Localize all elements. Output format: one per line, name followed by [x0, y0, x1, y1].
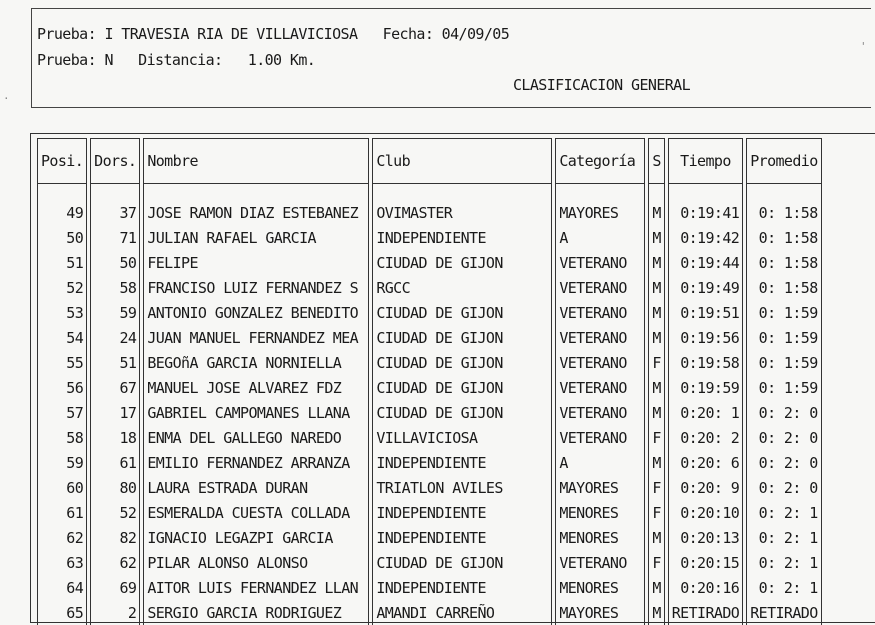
cell-pos: 51	[37, 250, 87, 275]
cell-sexo: M	[648, 300, 664, 325]
cell-categoria: MENORES	[555, 500, 645, 525]
table-row	[37, 225, 822, 250]
table-row	[37, 350, 822, 375]
cell-tiempo: 0:19:58	[668, 350, 743, 375]
cell-pos: 55	[37, 350, 87, 375]
cell-dors: 80	[90, 475, 140, 500]
cell-tiempo: 0:19:49	[668, 275, 743, 300]
cell-categoria: MENORES	[555, 575, 645, 600]
table-row	[37, 325, 822, 350]
cell-tiempo: 0:19:42	[668, 225, 743, 250]
cell-nombre: JUAN MANUEL FERNANDEZ MEA	[143, 325, 369, 350]
cell-nombre: FRANCISO LUIZ FERNANDEZ S	[143, 275, 369, 300]
scan-mark: '	[860, 40, 867, 53]
cell-tiempo: 0:19:56	[668, 325, 743, 350]
cell-club: CIUDAD DE GIJON	[372, 250, 552, 275]
cell-nombre: MANUEL JOSE ALVAREZ FDZ	[143, 375, 369, 400]
cell-tiempo: 0:20: 6	[668, 450, 743, 475]
cell-categoria: VETERANO	[555, 350, 645, 375]
cell-club: CIUDAD DE GIJON	[372, 375, 552, 400]
cell-promedio: RETIRADO	[746, 600, 821, 625]
header-box	[31, 8, 871, 108]
cell-promedio: 0: 2: 0	[746, 425, 821, 450]
table-row	[37, 450, 822, 475]
cell-pos: 53	[37, 300, 87, 325]
cell-promedio: 0: 1:58	[746, 275, 821, 300]
cell-dors: 82	[90, 525, 140, 550]
cell-nombre: IGNACIO LEGAZPI GARCIA	[143, 525, 369, 550]
cell-club: CIUDAD DE GIJON	[372, 300, 552, 325]
table-row	[37, 250, 822, 275]
cell-tiempo: 0:19:59	[668, 375, 743, 400]
col-dors: Dors.	[90, 138, 140, 184]
cell-dors: 71	[90, 225, 140, 250]
cell-sexo: M	[648, 600, 664, 625]
cell-promedio: 0: 2: 1	[746, 500, 821, 525]
cell-categoria: VETERANO	[555, 275, 645, 300]
cell-nombre: GABRIEL CAMPOMANES LLANA	[143, 400, 369, 425]
cell-categoria: VETERANO	[555, 550, 645, 575]
cell-dors: 67	[90, 375, 140, 400]
cell-dors: 17	[90, 400, 140, 425]
cell-sexo: F	[648, 350, 664, 375]
cell-promedio: 0: 2: 1	[746, 575, 821, 600]
cell-club: RGCC	[372, 275, 552, 300]
header-row	[37, 138, 822, 184]
table-row	[37, 300, 822, 325]
cell-categoria: VETERANO	[555, 300, 645, 325]
cell-promedio: 0: 2: 0	[746, 450, 821, 475]
cell-club: INDEPENDIENTE	[372, 575, 552, 600]
cell-promedio: 0: 1:59	[746, 350, 821, 375]
cell-dors: 58	[90, 275, 140, 300]
table-row	[37, 400, 822, 425]
cell-pos: 58	[37, 425, 87, 450]
cell-categoria: VETERANO	[555, 375, 645, 400]
cell-pos: 60	[37, 475, 87, 500]
classification-title: CLASIFICACION GENERAL	[513, 76, 691, 94]
cell-nombre: JULIAN RAFAEL GARCIA	[143, 225, 369, 250]
cell-sexo: M	[648, 250, 664, 275]
cell-categoria: VETERANO	[555, 425, 645, 450]
cell-pos: 49	[37, 184, 87, 225]
cell-club: INDEPENDIENTE	[372, 525, 552, 550]
cell-tiempo: RETIRADO	[668, 600, 743, 625]
cell-promedio: 0: 1:58	[746, 184, 821, 225]
cell-dors: 61	[90, 450, 140, 475]
cell-pos: 63	[37, 550, 87, 575]
table-row	[37, 500, 822, 525]
cell-tiempo: 0:20: 2	[668, 425, 743, 450]
cell-pos: 62	[37, 525, 87, 550]
results-table-frame	[30, 133, 875, 623]
cell-club: CIUDAD DE GIJON	[372, 325, 552, 350]
cell-promedio: 0: 2: 0	[746, 400, 821, 425]
cell-nombre: ENMA DEL GALLEGO NAREDO	[143, 425, 369, 450]
cell-promedio: 0: 1:58	[746, 250, 821, 275]
table-row	[37, 275, 822, 300]
cell-nombre: EMILIO FERNANDEZ ARRANZA	[143, 450, 369, 475]
cell-club: INDEPENDIENTE	[372, 450, 552, 475]
cell-nombre: LAURA ESTRADA DURAN	[143, 475, 369, 500]
table-row	[37, 375, 822, 400]
cell-pos: 56	[37, 375, 87, 400]
cell-sexo: M	[648, 275, 664, 300]
col-tiempo: Tiempo	[668, 138, 743, 184]
cell-dors: 50	[90, 250, 140, 275]
cell-categoria: MAYORES	[555, 600, 645, 625]
cell-pos: 61	[37, 500, 87, 525]
cell-tiempo: 0:19:51	[668, 300, 743, 325]
cell-sexo: M	[648, 184, 664, 225]
cell-club: INDEPENDIENTE	[372, 225, 552, 250]
cell-sexo: M	[648, 375, 664, 400]
cell-pos: 52	[37, 275, 87, 300]
cell-club: CIUDAD DE GIJON	[372, 350, 552, 375]
cell-tiempo: 0:20:10	[668, 500, 743, 525]
cell-dors: 59	[90, 300, 140, 325]
cell-categoria: A	[555, 225, 645, 250]
cell-promedio: 0: 1:59	[746, 325, 821, 350]
table-row	[37, 550, 822, 575]
cell-categoria: VETERANO	[555, 325, 645, 350]
cell-tiempo: 0:20: 1	[668, 400, 743, 425]
cell-promedio: 0: 2: 1	[746, 525, 821, 550]
cell-categoria: VETERANO	[555, 250, 645, 275]
race-info-line: Prueba: I TRAVESIA RIA DE VILLAVICIOSA Fecha: 04/09/05	[37, 25, 510, 43]
cell-nombre: SERGIO GARCIA RODRIGUEZ	[143, 600, 369, 625]
cell-sexo: M	[648, 325, 664, 350]
cell-tiempo: 0:20:13	[668, 525, 743, 550]
cell-club: VILLAVICIOSA	[372, 425, 552, 450]
col-club: Club	[372, 138, 552, 184]
cell-categoria: MAYORES	[555, 184, 645, 225]
cell-dors: 18	[90, 425, 140, 450]
cell-sexo: M	[648, 525, 664, 550]
cell-sexo: M	[648, 575, 664, 600]
table-row	[37, 575, 822, 600]
cell-pos: 65	[37, 600, 87, 625]
cell-nombre: ANTONIO GONZALEZ BENEDITO	[143, 300, 369, 325]
cell-nombre: AITOR LUIS FERNANDEZ LLAN	[143, 575, 369, 600]
distance-line: Prueba: N Distancia: 1.00 Km.	[37, 51, 316, 69]
cell-dors: 51	[90, 350, 140, 375]
cell-dors: 62	[90, 550, 140, 575]
table-row	[37, 184, 822, 225]
cell-sexo: F	[648, 425, 664, 450]
cell-promedio: 0: 1:59	[746, 375, 821, 400]
cell-sexo: M	[648, 225, 664, 250]
col-promedio: Promedio	[746, 138, 821, 184]
results-body	[37, 184, 822, 625]
cell-pos: 54	[37, 325, 87, 350]
cell-nombre: BEGOñA GARCIA NORNIELLA	[143, 350, 369, 375]
cell-tiempo: 0:20: 9	[668, 475, 743, 500]
cell-sexo: M	[648, 400, 664, 425]
table-row	[37, 475, 822, 500]
table-row	[37, 525, 822, 550]
cell-promedio: 0: 2: 1	[746, 550, 821, 575]
cell-club: INDEPENDIENTE	[372, 500, 552, 525]
cell-tiempo: 0:20:15	[668, 550, 743, 575]
cell-categoria: A	[555, 450, 645, 475]
cell-promedio: 0: 1:59	[746, 300, 821, 325]
cell-dors: 37	[90, 184, 140, 225]
cell-tiempo: 0:20:16	[668, 575, 743, 600]
cell-sexo: F	[648, 550, 664, 575]
table-row	[37, 425, 822, 450]
cell-sexo: F	[648, 500, 664, 525]
cell-club: OVIMASTER	[372, 184, 552, 225]
cell-club: CIUDAD DE GIJON	[372, 550, 552, 575]
col-nombre: Nombre	[143, 138, 369, 184]
col-sexo: S	[648, 138, 664, 184]
cell-dors: 69	[90, 575, 140, 600]
cell-nombre: FELIPE	[143, 250, 369, 275]
cell-categoria: MENORES	[555, 525, 645, 550]
cell-categoria: MAYORES	[555, 475, 645, 500]
cell-dors: 24	[90, 325, 140, 350]
cell-categoria: VETERANO	[555, 400, 645, 425]
cell-tiempo: 0:19:44	[668, 250, 743, 275]
cell-nombre: JOSE RAMON DIAZ ESTEBANEZ	[143, 184, 369, 225]
cell-pos: 59	[37, 450, 87, 475]
col-posi: Posi.	[37, 138, 87, 184]
cell-nombre: ESMERALDA CUESTA COLLADA	[143, 500, 369, 525]
cell-sexo: M	[648, 450, 664, 475]
cell-sexo: F	[648, 475, 664, 500]
table-row	[37, 600, 822, 625]
cell-club: TRIATLON AVILES	[372, 475, 552, 500]
cell-club: CIUDAD DE GIJON	[372, 400, 552, 425]
results-table	[34, 138, 825, 625]
cell-pos: 57	[37, 400, 87, 425]
col-categoria: Categoría	[555, 138, 645, 184]
scan-mark: ·	[3, 92, 10, 105]
cell-dors: 2	[90, 600, 140, 625]
cell-club: AMANDI CARREÑO	[372, 600, 552, 625]
cell-dors: 52	[90, 500, 140, 525]
cell-promedio: 0: 2: 0	[746, 475, 821, 500]
cell-tiempo: 0:19:41	[668, 184, 743, 225]
cell-nombre: PILAR ALONSO ALONSO	[143, 550, 369, 575]
cell-pos: 64	[37, 575, 87, 600]
cell-promedio: 0: 1:58	[746, 225, 821, 250]
cell-pos: 50	[37, 225, 87, 250]
